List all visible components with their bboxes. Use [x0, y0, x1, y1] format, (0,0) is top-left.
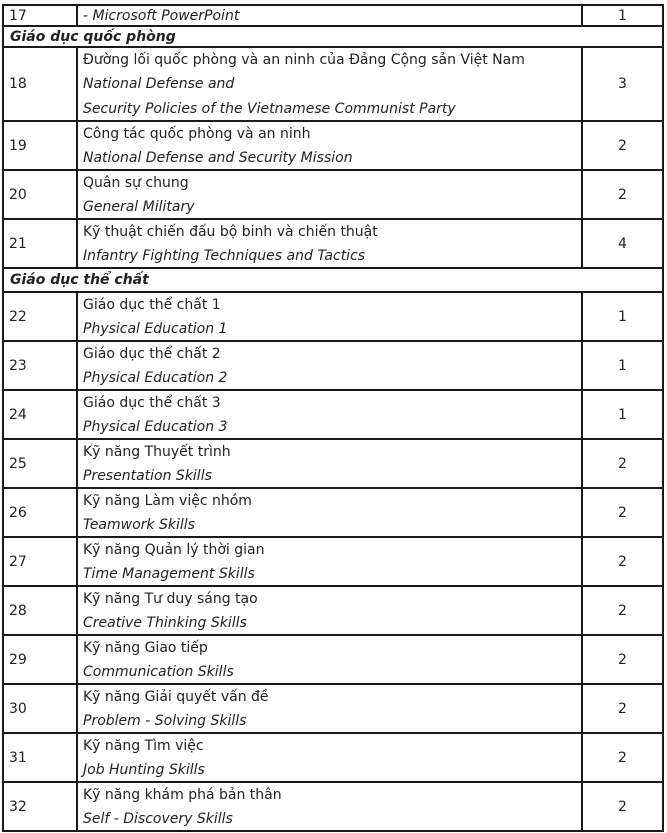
section-header: Giáo dục quốc phòng	[2, 27, 664, 48]
table-row	[2, 4, 664, 27]
course-name-en: Physical Education 2	[83, 370, 228, 386]
row-number: 24	[4, 391, 78, 438]
course-name-en: Infantry Fighting Techniques and Tactics	[83, 248, 366, 264]
row-number: 18	[4, 48, 78, 120]
table-row	[2, 342, 664, 391]
course-name-en: Problem - Solving Skills	[83, 713, 247, 729]
course-name-en: General Military	[83, 199, 195, 215]
credits: 4	[618, 235, 627, 252]
section-header: Giáo dục thể chất	[2, 269, 664, 293]
table-row	[2, 440, 664, 489]
course-cell	[78, 636, 583, 683]
course-cell	[78, 342, 583, 389]
credits: 2	[618, 137, 627, 154]
course-name-vi: Kỹ năng Tìm việc	[83, 738, 204, 754]
course-name-vi: Giáo dục thể chất 2	[83, 346, 221, 362]
course-name-vi: Kỹ năng khám phá bản thân	[83, 787, 282, 803]
course-name-vi: Giáo dục thể chất 3	[83, 395, 221, 411]
course-cell	[78, 440, 583, 487]
course-cell	[78, 122, 583, 169]
course-name-en: Presentation Skills	[83, 468, 212, 484]
course-name-vi: Kỹ năng Tư duy sáng tạo	[83, 591, 258, 607]
course-name-en: Security Policies of the Vietnamese Communist Party	[83, 101, 456, 117]
credits: 2	[618, 504, 627, 521]
table-row	[2, 122, 664, 171]
table-row	[2, 171, 664, 220]
course-name-vi: Kỹ năng Giao tiếp	[83, 640, 208, 656]
course-name: - Microsoft PowerPoint	[83, 7, 240, 24]
course-name-vi: Giáo dục thể chất 1	[83, 297, 221, 313]
credits: 2	[618, 651, 627, 668]
table-row	[2, 587, 664, 636]
course-cell	[78, 6, 583, 25]
course-cell	[78, 48, 583, 120]
row-number: 21	[4, 220, 78, 267]
credits: 2	[618, 602, 627, 619]
row-number: 20	[4, 171, 78, 218]
course-name-en: Teamwork Skills	[83, 517, 195, 533]
course-name-en: Communication Skills	[83, 664, 234, 680]
row-number: 17	[4, 6, 78, 25]
course-name-en: Self - Discovery Skills	[83, 811, 233, 827]
credits: 1	[618, 308, 627, 325]
row-number: 28	[4, 587, 78, 634]
table-row	[2, 636, 664, 685]
course-name-vi: Quân sự chung	[83, 175, 189, 191]
table-row	[2, 685, 664, 734]
credits: 1	[618, 357, 627, 374]
course-name-vi: Đường lối quốc phòng và an ninh của Đảng Cộng sản Việt Nam	[83, 52, 525, 68]
credits: 1	[618, 7, 627, 24]
row-number: 31	[4, 734, 78, 781]
course-cell	[78, 293, 583, 340]
row-number: 30	[4, 685, 78, 732]
course-cell	[78, 734, 583, 781]
row-number: 26	[4, 489, 78, 536]
credits: 2	[618, 186, 627, 203]
course-name-vi: Kỹ năng Thuyết trình	[83, 444, 231, 460]
table-row	[2, 489, 664, 538]
credits: 3	[618, 76, 627, 92]
table-row	[2, 293, 664, 342]
course-name-en: Time Management Skills	[83, 566, 255, 582]
row-number: 29	[4, 636, 78, 683]
row-number: 22	[4, 293, 78, 340]
course-name-en: Physical Education 1	[83, 321, 228, 337]
course-cell	[78, 685, 583, 732]
course-cell	[78, 538, 583, 585]
course-table	[2, 4, 664, 832]
table-row	[2, 391, 664, 440]
course-name-vi: Kỹ năng Làm việc nhóm	[83, 493, 252, 509]
row-number: 32	[4, 783, 78, 830]
course-cell	[78, 391, 583, 438]
course-name-en: National Defense and	[83, 76, 235, 92]
credits: 2	[618, 553, 627, 570]
table-row	[2, 220, 664, 269]
course-cell	[78, 220, 583, 267]
course-name-en: National Defense and Security Mission	[83, 150, 353, 166]
credits: 2	[618, 798, 627, 815]
row-number: 27	[4, 538, 78, 585]
course-cell	[78, 171, 583, 218]
course-name-en: Physical Education 3	[83, 419, 228, 435]
credits: 2	[618, 749, 627, 766]
credits: 1	[618, 406, 627, 423]
credits: 2	[618, 700, 627, 717]
row-number: 23	[4, 342, 78, 389]
table-row	[2, 783, 664, 832]
table-row	[2, 48, 664, 122]
course-cell	[78, 489, 583, 536]
row-number: 19	[4, 122, 78, 169]
course-name-en: Job Hunting Skills	[83, 762, 205, 778]
row-number: 25	[4, 440, 78, 487]
course-name-vi: Kỹ thuật chiến đấu bộ binh và chiến thuật	[83, 224, 378, 240]
course-name-en: Creative Thinking Skills	[83, 615, 247, 631]
course-name-vi: Kỹ năng Giải quyết vấn đề	[83, 689, 269, 705]
credits: 2	[618, 455, 627, 472]
course-name-vi: Kỹ năng Quản lý thời gian	[83, 542, 265, 558]
course-name-vi: Công tác quốc phòng và an ninh	[83, 126, 311, 142]
course-cell	[78, 587, 583, 634]
course-cell	[78, 783, 583, 830]
table-row	[2, 734, 664, 783]
table-row	[2, 538, 664, 587]
